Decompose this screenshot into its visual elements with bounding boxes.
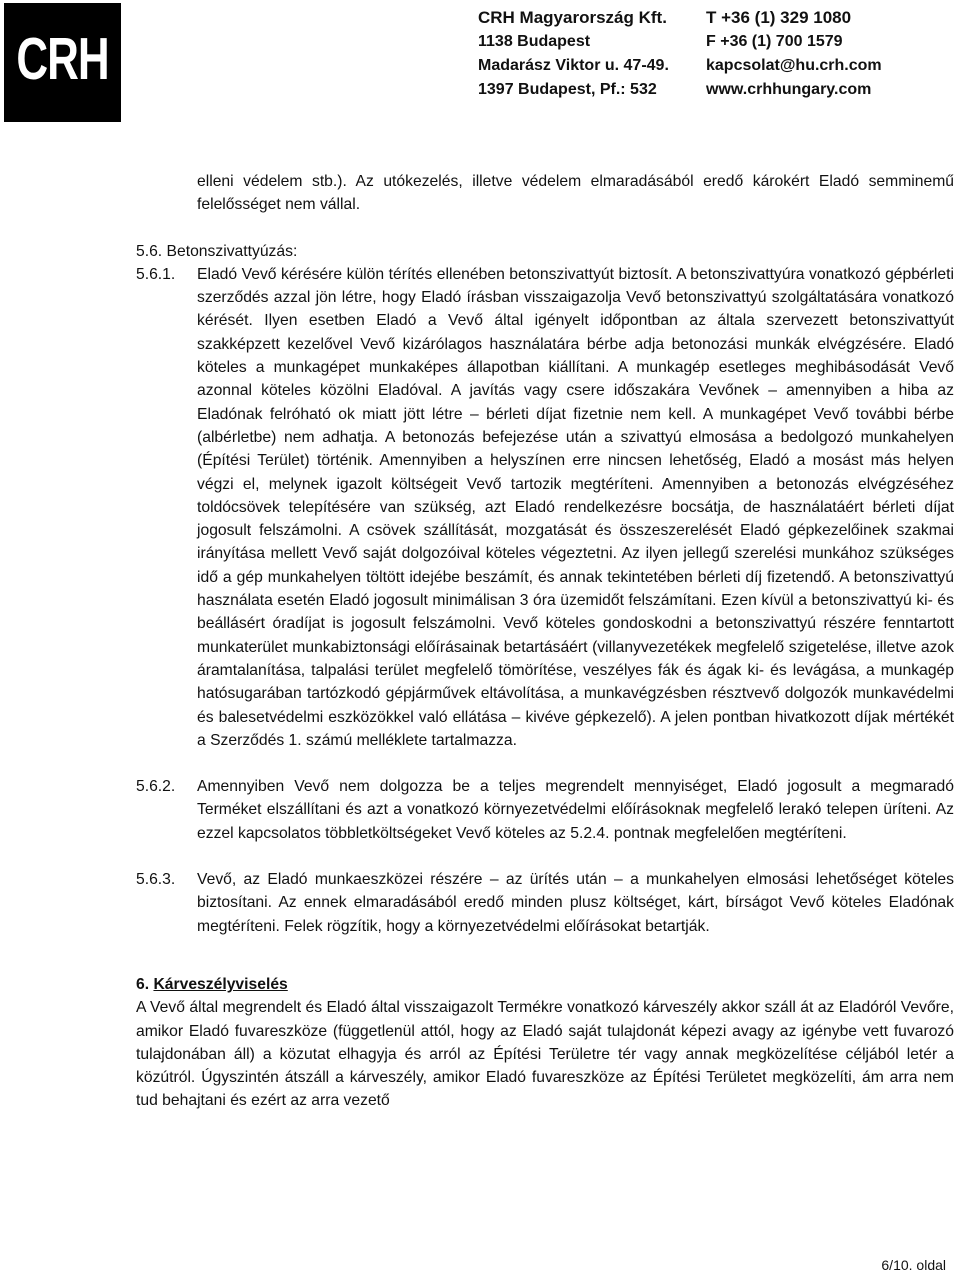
clause-text: Vevő, az Eladó munkaeszközei részére – az ürítés után – a munkahelyen elmosási lehetőséget köteles biztosítani. Az ennek elmaradásából eredő minden plusz költséget, kárt, bírságot Vevő köteles Eladónak megtéríteni. Felek rögzítik, hogy a környezetvédelmi előírásokat betartják. <box>197 871 954 935</box>
company-name: CRH Magyarország Kft. <box>478 8 667 27</box>
clause-number: 5.6.3. <box>136 871 176 889</box>
company-address-block <box>478 6 669 102</box>
fax: F +36 (1) 700 1579 <box>706 33 843 50</box>
clause-5-6-3 <box>136 868 954 938</box>
address-line-1: 1138 Budapest <box>478 33 591 50</box>
section-6-heading <box>136 973 954 996</box>
clause-text: Amennyiben Vevő nem dolgozza be a teljes megrendelt mennyiséget, Eladó jogosult a megmaradó Terméket elszállítani és azt a vonatkozó környezetvédelmi előírásoknak megfelelő lerakó telepen üríteni. Az ezzel kapcsolatos többletköltségeket Vevő köteles az 5.2.4. pontnak megfelelően megtéríteni. <box>197 778 954 842</box>
website: www.crhhungary.com <box>706 81 872 98</box>
clause-number: 5.6.1. <box>136 265 176 283</box>
logo-text: CRH <box>16 26 109 93</box>
section-number: 6. <box>136 975 150 993</box>
address-line-2: Madarász Viktor u. 47-49. <box>478 57 669 74</box>
email: kapcsolat@hu.crh.com <box>706 57 882 74</box>
clause-5-6-1 <box>136 263 954 752</box>
clause-5-6-2 <box>136 775 954 845</box>
section-title: Kárveszélyviselés <box>153 975 288 993</box>
address-line-3: 1397 Budapest, Pf.: 532 <box>478 81 657 98</box>
document-body <box>136 170 954 1113</box>
section-5-6-title: 5.6. Betonszivattyúzás: <box>136 242 298 260</box>
page-number: 6/10. oldal <box>881 1257 946 1273</box>
section-6-text: A Vevő által megrendelt és Eladó által visszaigazolt Termékre vonatkozó kárveszély akkor száll át az Eladóról Vevőre, amikor Eladó fuvareszköze (függetlenül attól, hogy az Eladó saját tulajdonát képezi avagy az igénybe vett fuvarozó tulajdonában áll) a közutat elhagyja és arról az Építési Területre tér vagy annak megközelítése céljából letér a közútról. Úgyszintén átszáll a kárveszély, amikor Eladó fuvareszköze az Építési Területet megközelíti, ám arra nem tud behajtani és ezért az arra vezető <box>136 999 954 1110</box>
phone: T +36 (1) 329 1080 <box>706 8 852 27</box>
clause-text: Eladó Vevő kérésére külön térítés ellenében betonszivattyút biztosít. A betonszivattyúra vonatkozó gépbérleti szerződés azzal jön létre, hogy Eladó írásban visszaigazolja Vevő betonszivattyú szolgáltatására vonatkozó kérését. Ilyen esetben Eladó a Vevő által igényelt időpontban az általa szervezett betonszivattyút szakképzett kezelővel Vevő kizárólagos használatára bérbe adja betonozási munkák elvégzésére. Eladó köteles a munkagépet munkaképes állapotban kiállítani. A munkagép esetleges meghibásodását Vevő azonnal köteles közölni Eladóval. A javítás vagy csere időszakára Vevőnek – amennyiben a hiba az Eladónak felróható ok miatt jött létre – bérleti díjat fizetnie nem kell. A munkagépet Vevő további bérbe (albérletbe) nem adhatja. A betonozás befejezése után a szivattyú elmosása a bedolgozó munkahelyen (Építési Terület) történik. Amennyiben a helyszínen erre nincsen lehetőség, Eladó a mosást más helyen végzi el, melynek igazolt költségeit Vevő tartozik megtéríteni. Amennyiben a betonozás elvégzéséhez toldócsövek telepítésére van szükség, azt Eladó rendelkezésre bocsátja, de használatáért bérleti díjat jogosult felszámolni. A csövek szállítását, mozgatását és összeszerelését Eladó gépkezelőinek szakmai irányítása mellett Vevő saját dolgozóival köteles végeztetni. Az ilyen jellegű szerelési munkához szükséges idő a gép munkahelyen töltött idejébe beszámít, és annak tekintetében bérleti díj fizetendő. A betonszivattyú használata esetén Eladó jogosult minimálisan 3 óra üzemidőt felszámítani. Ezen kívül a betonszivattyú ki- és beállásért óradíjat is jogosult felszámolni. Vevő köteles gondoskodni a betonszivattyú részére fenntartott munkaterület munkabiztonsági előírásainak betartásáért (villanyvezetékek megfelelő szigetelése, illetve azok áramtalanítása, talpalási terület megfelelő tömörítése, veszélyes fák és ágak ki- és levágása, a munkagép hatósugarában tartózkodó gépjárművek eltávolítása, a munkavégzésben résztvevő dolgozók munkavédelmi és balesetvédelmi eszközökkel való ellátása – kivéve gépkezelő). A jelen pontban hivatkozott díjak mértékét a Szerződés 1. számú melléklete tartalmazza. <box>197 265 954 749</box>
company-contact-block <box>706 6 882 102</box>
clause-number: 5.6.2. <box>136 778 176 796</box>
crh-logo <box>4 3 121 122</box>
intro-paragraph: elleni védelem stb.). Az utókezelés, illetve védelem elmaradásából eredő károkért Eladó semminemű felelősséget nem vállal. <box>197 173 954 214</box>
